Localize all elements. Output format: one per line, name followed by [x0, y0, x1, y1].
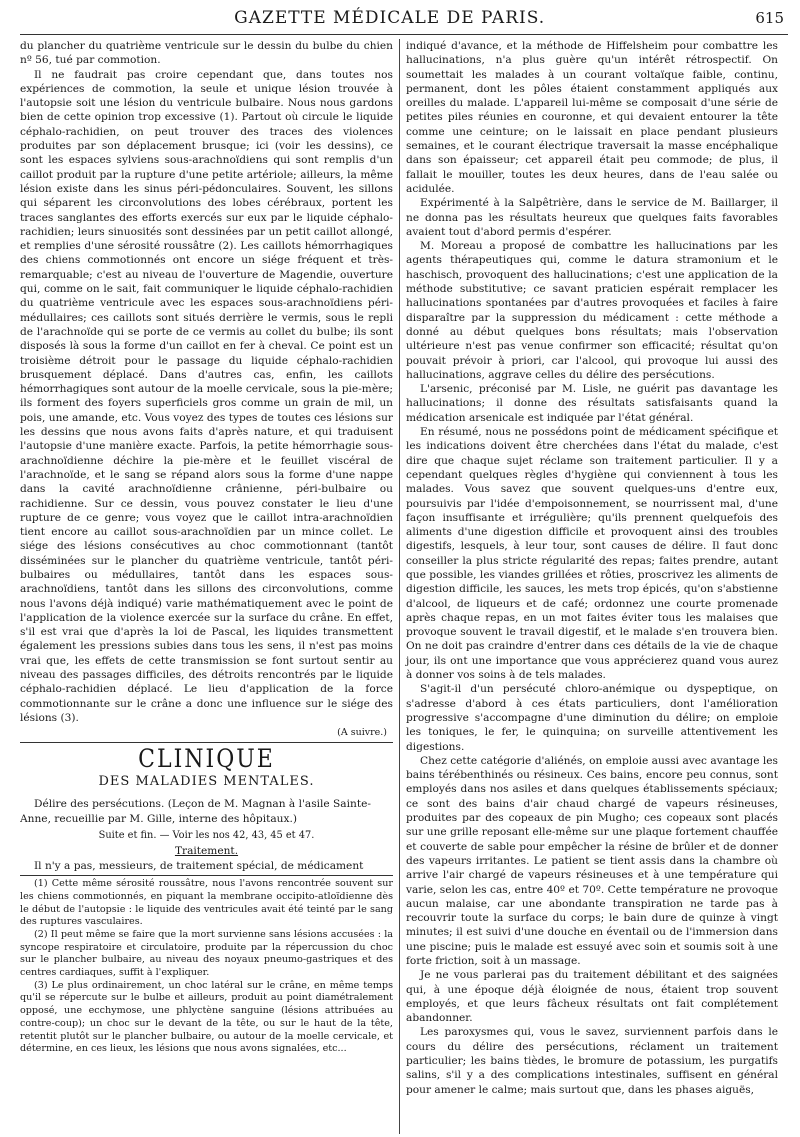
- paragraph: L'arsenic, préconisé par M. Lisle, ne guérit pas davantage les hallucinations; il donne des résultats satisfaisants quand la médication arsenicale est indiquée par l'état général.: [406, 383, 778, 424]
- continuation-note: Suite et fin. — Voir les nos 42, 43, 45 et 47.: [98, 829, 315, 841]
- subheading-traitement: Traitement.: [174, 844, 239, 857]
- divider: [20, 742, 393, 743]
- footnote-divider: [20, 875, 393, 876]
- paragraph: Je ne vous parlerai pas du traitement débilitant et des saignées qui, à une époque déjà éloignée de nous, étaient trop souvent employés, et que leurs fâcheux résultats ont fait complétement abandonner.: [406, 969, 778, 1025]
- paragraph: Chez cette catégorie d'aliénés, on emploie aussi avec avantage les bains térébenthinés ou résineux. Ces bains, encore peu connus, sont employés dans nos asiles et dans quelques établissements spéciaux; ce sont des bains d'air chaud chargé de vapeurs résineuses, produites par des copeaux de pin Mugho; ces copeaux sont placés sur une grille reposant elle-même sur une plaque fortement chauffée et couverte de sable pour empêcher la résine de brûler et de donner des vapeurs irritantes. Le patient se tient assis dans la chambre où arrive l'air chargé de vapeurs résineuses et à une température qui varie, selon les cas, entre 40º et 70º. Cette température ne provoque aucun malaise, car une abondante transpiration ne tarde pas à recouvrir toute la surface du corps; le bain dure de quinze à vingt minutes; il est suivi d'une douche en éventail ou de l'immersion dans une piscine; puis le malade est essuyé avec soin et soumis soit à une forte friction, soit à un massage.: [406, 754, 778, 967]
- paragraph: Il n'y a pas, messieurs, de traitement spécial, de médicament: [34, 859, 364, 872]
- left-column: [20, 39, 399, 1134]
- running-header: [20, 8, 788, 35]
- footnote: (1) Cette même sérosité roussâtre, nous l'avons rencontrée souvent sur les chiens commotionnés, en piquant la membrane occipito-atloïdienne dès le début de l'autopsie : le liquide des ventricules avait été teinté par le sang des ruptures vasculaires.: [20, 878, 393, 928]
- paragraph: M. Moreau a proposé de combattre les hallucinations par les agents thérapeutiques qui, comme le datura stramonium et le haschisch, provoquent des hallucinations; c'est une application de la méthode substitutive; ce savant praticien espérait remplacer les hallucinations spontanées par d'autres provoquées et faciles à faire disparaître par la suppression du médicament : cette méthode a donné au début quelques bons résultats; mais l'observation ultérieure n'est pas venue confirmer son efficacité; résultat qu'on pouvait prévoir à priori, car l'alcool, qui provoque lui aussi des hallucinations, aggrave celles du délire des persécutions.: [406, 240, 778, 381]
- section-title-clinique: CLINIQUE: [138, 745, 275, 775]
- paragraph: indiqué d'avance, et la méthode de Hiffelsheim pour combattre les hallucinations, n'a plus guère qu'un intérêt rétrospectif. On soumettait les malades à un courant voltaïque faible, continu, permanent, dont les pôles étaient constamment appliqués aux oreilles du malade. L'appareil lui-même se composait d'une série de petites piles réunies en couronne, et qui devaient entourer la tête comme une ceinture; on le laissait en place pendant plusieurs semaines, et le courant électrique traversait la masse encéphalique dans son épaisseur; cet appareil était peu commode; de plus, il fallait le mouiller, toutes les deux heures, dans de l'eau salée ou acidulée.: [406, 40, 778, 195]
- footnote: (3) Le plus ordinairement, un choc latéral sur le crâne, en même temps qu'il se répercute sur le bulbe et ailleurs, produit au point diamétralement opposé, une ecchymose, une phlyctène sanguine (lésions attribuées au contre-coup); un choc sur le devant de la tête, ou sur le haut de la tête, retentit plutôt sur le plancher bulbaire, ou autour de la moelle cervicale, et détermine, en ces lieux, les lésions que nous avons signalées, etc...: [20, 979, 393, 1055]
- paragraph: Expérimenté à la Salpêtrière, dans le service de M. Baillarger, il ne donna pas les résultats heureux que quelques faits favorables avaient tout d'abord permis d'espérer.: [406, 197, 778, 238]
- two-column-body: [20, 39, 788, 1134]
- section-subtitle: DES MALADIES MENTALES.: [98, 774, 315, 790]
- footnote: (2) Il peut même se faire que la mort survienne sans lésions accusées : la syncope respiratoire et circulatoire, produite par la répercussion du choc sur le plancher bulbaire, au niveau des noyaux pneumo-gastriques et des centres cardiaques, suffit à l'expliquer.: [20, 928, 393, 979]
- paragraph: S'agit-il d'un persécuté chloro-anémique ou dyspeptique, on s'adresse d'abord à ces états particuliers, dont l'amélioration progressive s'accompagne d'une diminution du délire; on emploie les toniques, le fer, le quinquina; on surveille attentivement les digestions.: [406, 683, 778, 753]
- page-number: 615: [755, 9, 784, 27]
- paragraph: du plancher du quatrième ventricule sur le dessin du bulbe du chien nº 56, tué par commotion.: [20, 40, 393, 67]
- paragraph: En résumé, nous ne possédons point de médicament spécifique et les indications doivent être cherchées dans l'état du malade, c'est dire que chaque sujet réclame son traitement particulier. Il y a cependant quelques règles d'hygiène qui conviennent à tous les malades. Vous savez que souvent quelques-uns d'entre eux, poursuivis par l'idée d'empoisonnement, se nourrissent mal, d'une façon insuffisante et irrégulière; qu'ils prennent quelquefois des aliments d'une digestion difficile et provoquent ainsi des troubles digestifs, lesquels, à leur tour, sont causes de délire. Il faut donc conseiller la plus stricte régularité des repas; faites prendre, autant que possible, les viandes grillées et rôties, proscrivez les aliments de digestion difficile, les sauces, les mets trop épicés, qu'on s'abstienne d'alcool, de liqueurs et de café; ordonnez une courte promenade après chaque repas, en un mot faites éviter tous les malaises que provoque souvent le travail digestif, et le malade s'en trouvera bien. On ne doit pas craindre d'entrer dans ces détails de la vie de chaque jour, ils ont une importance que vous apprécierez quand vous aurez à donner vos soins à de tels malades.: [406, 426, 778, 682]
- journal-title: GAZETTE MÉDICALE DE PARIS.: [234, 8, 546, 28]
- paragraph: Il ne faudrait pas croire cependant que, dans toutes nos expériences de commotion, la seule et unique lésion trouvée à l'autopsie soit une lésion du ventricule bulbaire. Nous nous gardons bien de cette opinion trop excessive (1). Partout où circule le liquide céphalo-rachidien, on peut trouver des traces des violences produites par son déplacement brusque; ici (voir les dessins), ce sont les espaces sylviens sous-arachnoïdiens qui sont remplis d'un caillot produit par la rupture d'une petite artériole; ailleurs, la même lésion existe dans les sinus péri-pédonculaires. Souvent, les sillons qui séparent les circonvolutions des lobes cérébraux, portent les traces sanglantes des efforts exercés sur eux par le liquide céphalo-rachidien; leurs sinuosités sont dessinées par un petit caillot allongé, et remplies d'une sérosité roussâtre (2). Les caillots hémorrhagiques des chiens commotionnés ont encore un siége fréquent et très-remarquable; c'est au niveau de l'ouverture de Magendie, ouverture qui, comme on le sait, fait communiquer le liquide céphalo-rachidien du quatrième ventricule avec les espaces sous-arachnoïdiens péri-médullaires; ces caillots sont situés derrière le vermis, sous le repli de l'arachnoïde qui se porte de ce vermis au collet du bulbe; ils sont disposés là sous la forme d'un caillot en fer à cheval. Ce point est un troisième détroit pour le passage du liquide céphalo-rachidien brusquement déplacé. Dans d'autres cas, enfin, les caillots hémorrhagiques sont autour de la moelle cervicale, sous la pie-mère; ils forment des foyers superficiels gros comme un grain de mil, un pois, une amande, etc. Vous voyez des types de toutes ces lésions sur les dessins que nous avons faits d'après nature, et qui traduisent l'autopsie d'une manière exacte. Parfois, la petite hémorrhagie sous-arachnoïdienne déchire la pie-mère et le feuillet viscéral de l'arachnoïde, et le sang se répand alors sous la forme d'une nappe dans la cavité arachnoïdienne crânienne, péri-bulbaire ou rachidienne. Sur ce dessin, vous pouvez constater le lieu d'une rupture de ce genre; vous voyez que le caillot intra-arachnoïdien tient encore au caillot sous-arachnoïdien par un mince collet. Le siége des lésions consécutives au choc commotionnant (tantôt disséminées sur le plancher du quatrième ventricule, tantôt péri-bulbaires ou médullaires, tantôt dans les espaces sous-arachnoïdiens, tantôt dans les sillons des circonvolutions, comme nous l'avons déjà indiqué) varie mathématiquement avec le point de l'application de la violence exercée sur la surface du crâne. En effet, s'il est vrai que d'après la loi de Pascal, les liquides transmettent également les pressions subies dans tous les sens, il n'est pas moins vrai que, les effets de cette transmission se font surtout sentir au niveau des passages difficiles, des détroits rencontrés par le liquide céphalo-rachidien déplacé. Le lieu d'application de la force commotionnante sur le crâne a donc une influence sur le siége des lésions (3).: [20, 68, 393, 724]
- right-column: [399, 39, 778, 1134]
- paragraph: Les paroxysmes qui, vous le savez, surviennent parfois dans le cours du délire des persécutions, réclament un traitement particulier; les bains tièdes, le bromure de potassium, les purgatifs salins, s'il y a des complications intestinales, suffisent en général pour amener le calme; mais surtout que, dans les phases aiguës,: [406, 1026, 778, 1096]
- a-suivre-note: (A suivre.): [337, 727, 387, 739]
- lecture-credit: Délire des persécutions. (Leçon de M. Magnan à l'asile Sainte-Anne, recueillie par M. Gille, interne des hôpitaux.): [20, 798, 371, 825]
- footnotes: [20, 878, 393, 1056]
